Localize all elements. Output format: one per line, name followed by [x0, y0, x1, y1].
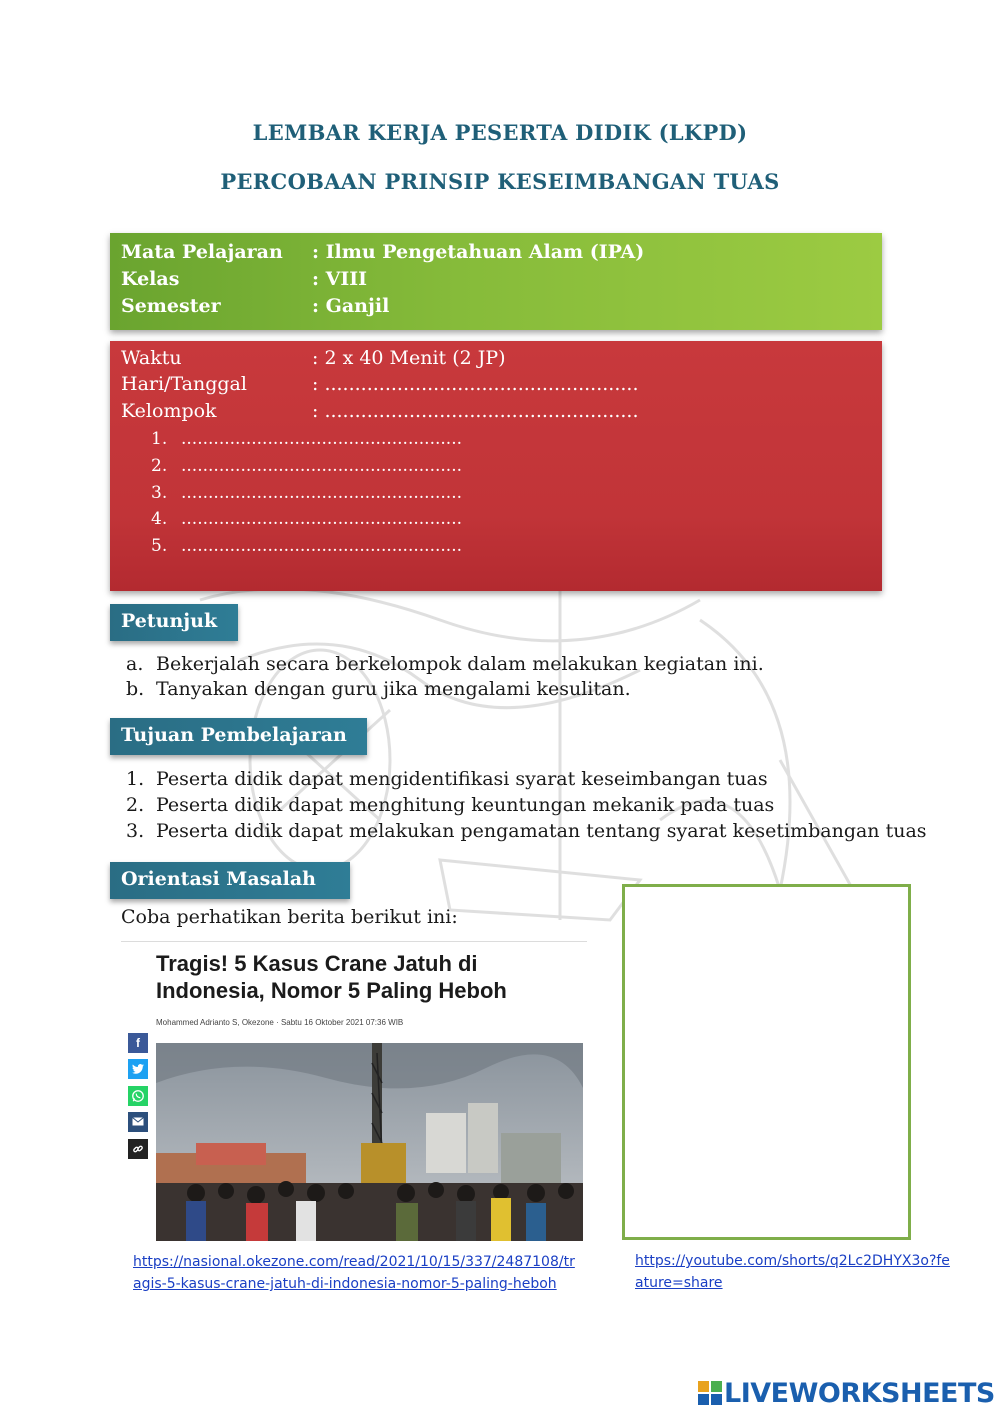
document-title: LEMBAR KERJA PESERTA DIDIK (LKPD) — [252, 120, 748, 145]
member-line[interactable]: 4. .................................................... — [151, 509, 462, 529]
info-label: Kelompok — [121, 400, 217, 422]
date-field[interactable]: : .................................................... — [312, 373, 639, 395]
group-field[interactable]: : .................................................... — [312, 400, 639, 422]
member-line[interactable]: 2. .................................................... — [151, 456, 462, 476]
info-value: : VIII — [312, 268, 368, 290]
crane-accident-photo — [156, 1043, 583, 1241]
section-heading-petunjuk: Petunjuk — [110, 604, 238, 641]
whatsapp-icon[interactable] — [128, 1086, 148, 1106]
info-label: Hari/Tanggal — [121, 373, 247, 395]
info-value: : Ganjil — [312, 295, 390, 317]
member-line[interactable]: 5. .................................................... — [151, 536, 462, 556]
article-headline: Tragis! 5 Kasus Crane Jatuh di Indonesia, Nomor 5 Paling Heboh — [156, 951, 507, 1003]
group-info-box — [110, 341, 882, 591]
member-line[interactable]: 3. .................................................... — [151, 483, 462, 503]
info-value: : Ilmu Pengetahuan Alam (IPA) — [312, 241, 645, 263]
article-link[interactable]: https://nasional.okezone.com/read/2021/10/15/337/2487108/tr agis-5-kasus-crane-jatuh-di-indonesia-nomor-5-paling-heboh — [133, 1254, 575, 1292]
info-label: Semester — [121, 295, 221, 317]
liveworksheets-logo-icon — [698, 1381, 722, 1405]
section-heading-orientasi: Orientasi Masalah — [110, 862, 350, 899]
twitter-icon[interactable] — [128, 1059, 148, 1079]
info-label: Waktu — [121, 347, 182, 369]
email-icon[interactable] — [128, 1112, 148, 1132]
facebook-icon[interactable]: f — [128, 1033, 148, 1053]
section-heading-tujuan: Tujuan Pembelajaran — [110, 718, 367, 755]
document-subtitle: PERCOBAAN PRINSIP KESEIMBANGAN TUAS — [220, 169, 780, 194]
article-byline: Mohammed Adrianto S, Okezone · Sabtu 16 Oktober 2021 07:36 WIB — [156, 1018, 404, 1027]
member-line[interactable]: 1. .................................................... — [151, 429, 462, 449]
info-label: Kelas — [121, 268, 180, 290]
subject-info-box — [110, 233, 882, 330]
brand-name: LIVEWORKSHEETS — [724, 1377, 995, 1409]
orientasi-intro: Coba perhatikan berita berikut ini: — [121, 906, 458, 928]
info-label: Mata Pelajaran — [121, 241, 283, 263]
divider — [121, 941, 587, 942]
liveworksheets-brand — [698, 1377, 995, 1409]
video-embed-frame[interactable] — [622, 884, 911, 1240]
link-icon[interactable] — [128, 1139, 148, 1159]
info-value: : 2 x 40 Menit (2 JP) — [312, 347, 506, 369]
video-link[interactable]: https://youtube.com/shorts/q2Lc2DHYX3o?fe ature=share — [635, 1253, 950, 1291]
